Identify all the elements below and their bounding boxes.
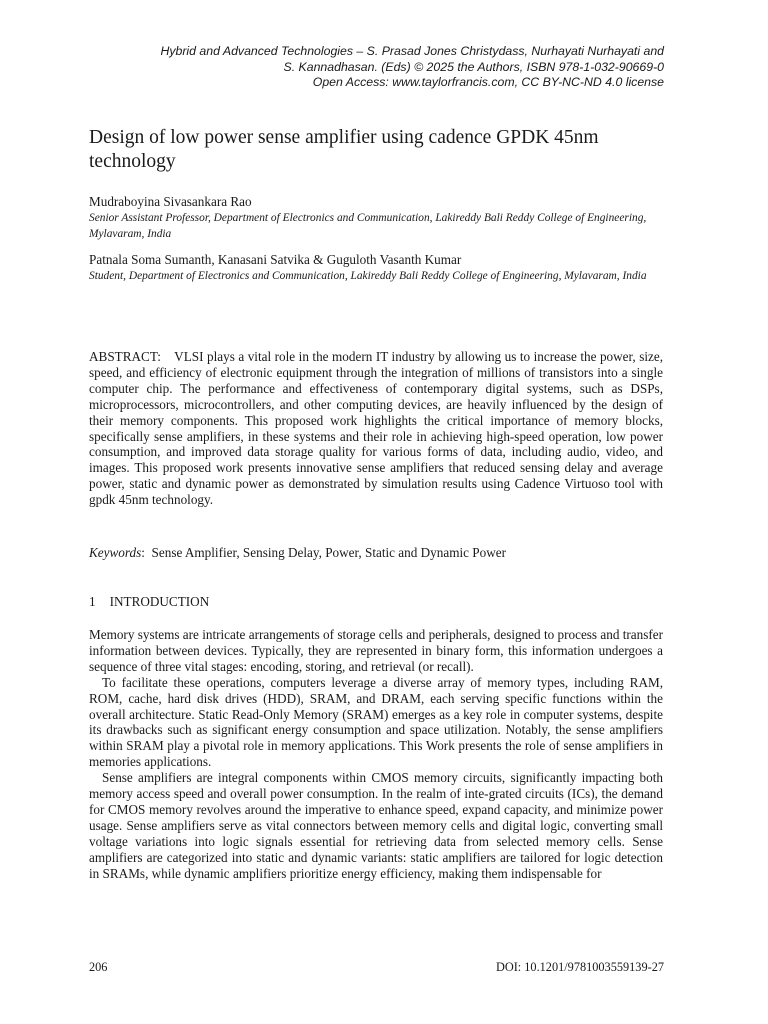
keywords-text: Sense Amplifier, Sensing Delay, Power, Static and Dynamic Power — [151, 545, 506, 560]
author-names-1: Mudraboyina Sivasankara Rao — [89, 194, 252, 209]
header-line-3: Open Access: www.taylorfrancis.com, CC BY-NC-ND 4.0 license — [312, 75, 664, 89]
section-heading — [89, 594, 209, 610]
paragraph-1: Memory systems are intricate arrangements of storage cells and peripherals, designed to process and transfer information between devices. Typically, they are represented in binary form, this information undergoes a sequence of three vital stages: encoding, storing, and retrieval (or recall). — [89, 627, 663, 674]
author-names-2: Patnala Soma Sumanth, Kanasani Satvika & Guguloth Vasanth Kumar — [89, 252, 462, 267]
abstract-label: ABSTRACT: — [89, 349, 161, 364]
author-affiliation-1: Senior Assistant Professor, Department of Electronics and Communication, Lakireddy Bali Reddy College of Engineering, Mylavaram, India — [89, 212, 647, 240]
section-number: 1 — [89, 594, 96, 609]
paragraph-2: To facilitate these operations, computers leverage a diverse array of memory types, including RAM, ROM, cache, hard disk drives (HDD), SRAM, and DRAM, each serving specific functions within the overall architecture. Static Read-Only Memory (SRAM) emerges as a key role in computer systems, despite its drawbacks such as significant energy consumption and space utilization. Notably, the sense amplifiers within SRAM play a pivotal role in memory applications. This Work presents the role of sense amplifiers in memories applications. — [89, 674, 663, 770]
abstract-text: VLSI plays a vital role in the modern IT industry by allowing us to increase the power, size, speed, and efficiency of electronic equipment through the integration of millions of transistors into a single computer chip. The performance and effectiveness of contemporary digital systems, such as DSPs, microprocessors, microcontrollers, and other computing devices, are heavily influenced by the design of their memory components. This proposed work highlights the critical importance of memory blocks, specifically sense amplifiers, in these systems and their role in achieving high-speed operation, low power consumption, and improved data storage quality for various forms of data, including audio, video, and images. This proposed work presents innovative sense amplifiers that reduced sensing delay and average power, static and dynamic power as demonstrated by simulation results using Cadence Virtuoso tool with gpdk 45nm technology. — [89, 349, 663, 508]
author-affiliation-2: Student, Department of Electronics and Communication, Lakireddy Bali Reddy College of Engineering, Mylavaram, India — [89, 270, 647, 282]
keywords-label: Keywords — [89, 545, 142, 560]
header-line-2: S. Kannadhasan. (Eds) © 2025 the Authors, ISBN 978-1-032-90669-0 — [283, 59, 664, 74]
header-line-1: Hybrid and Advanced Technologies – S. Prasad Jones Christydass, Nurhayati Nurhayati and — [160, 44, 664, 58]
section-title: INTRODUCTION — [109, 594, 210, 609]
running-header — [64, 44, 664, 91]
doi: DOI: 10.1201/9781003559139-27 — [495, 960, 664, 974]
body-text — [89, 627, 663, 882]
paper-title: Design of low power sense amplifier using cadence GPDK 45nm technology — [89, 127, 599, 172]
page-number: 206 — [89, 960, 108, 974]
keywords: Keywords: Sense Amplifier, Sensing Delay, Power, Static and Dynamic Power — [89, 545, 506, 560]
abstract — [89, 349, 663, 508]
paragraph-3: Sense amplifiers are integral components within CMOS memory circuits, significantly impacting both memory access speed and overall power consumption. In the realm of inte-grated circuits (ICs), the demand for CMOS memory revolves around the imperative to enhance speed, expand capacity, and minimize power usage. Sense amplifiers serve as vital connectors between memory cells and digital logic, converting small voltage variations into logic signals essential for retrieving data from selected memory cells. Sense amplifiers are categorized into static and dynamic variants: static amplifiers are tailored for logic detection in SRAMs, while dynamic amplifiers prioritize energy efficiency, making them indispensable for — [89, 770, 663, 881]
